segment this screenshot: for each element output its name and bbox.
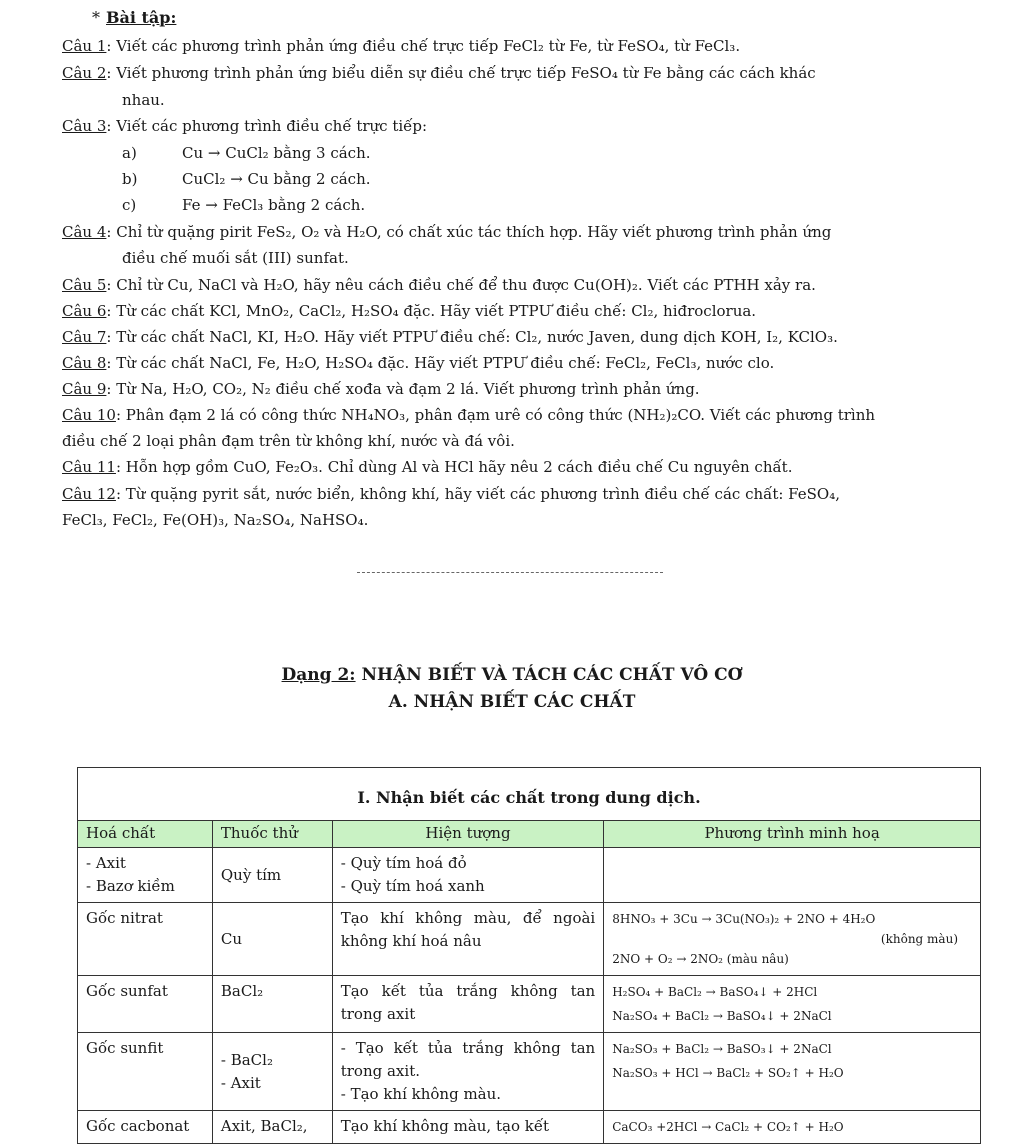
section-title: Dạng 2: NHẬN BIẾT VÀ TÁCH CÁC CHẤT VÔ CƠ [281,665,743,685]
section-subtitle: A. NHẬN BIẾT CÁC CHẤT [388,692,636,712]
cell-phenomenon: Tạo khí không màu, tạo kết [332,1111,603,1144]
question-3-item-c: c) Fe → FeCl₃ bằng 2 cách. [122,196,366,214]
table-row [78,903,981,976]
cell-reagent: Axit, BaCl₂, [212,1111,332,1144]
cell-equation: H₂SO₄ + BaCl₂ → BaSO₄↓ + 2HCl Na₂SO₄ + BaCl₂ → BaSO₄↓ + 2NaCl [604,976,981,1033]
question-7: Câu 7: Từ các chất NaCl, KI, H₂O. Hãy viết PTPƯ điều chế: Cl₂, nước Javen, dung dịch KOH, I₂, KClO₃. [62,328,838,346]
cell-equation: CaCO₃ +2HCl → CaCl₂ + CO₂↑ + H₂O [604,1111,981,1144]
cell-reagent: Quỳ tím [212,848,332,903]
table-row [78,1033,981,1111]
bullet-star: * [92,8,100,27]
question-2-cont: nhau. [122,91,165,109]
question-2: Câu 2: Viết phương trình phản ứng biểu diễn sự điều chế trực tiếp FeSO₄ từ Fe bằng các cách khác [62,64,816,82]
cell-phenomenon: Tạo kết tủa trắng không tan trong axit [332,976,603,1033]
exercise-heading: * Bài tập: [92,8,177,27]
question-9: Câu 9: Từ Na, H₂O, CO₂, N₂ điều chế xođa và đạm 2 lá. Viết phương trình phản ứng. [62,380,700,398]
question-6: Câu 6: Từ các chất KCl, MnO₂, CaCl₂, H₂SO₄ đặc. Hãy viết PTPƯ điều chế: Cl₂, hiđroclorua. [62,302,757,320]
cell-reagent: Cu [212,903,332,976]
cell-equation: 8HNO₃ + 3Cu → 3Cu(NO₃)₂ + 2NO + 4H₂O (không màu) 2NO + O₂ → 2NO₂ (màu nâu) [604,903,981,976]
header-chemical: Hoá chất [78,821,213,848]
question-10-cont: điều chế 2 loại phân đạm trên từ không khí, nước và đá vôi. [62,432,515,450]
question-4: Câu 4: Chỉ từ quặng pirit FeS₂, O₂ và H₂O, có chất xúc tác thích hợp. Hãy viết phương trình phản ứng [62,223,832,241]
cell-equation [604,848,981,903]
cell-reagent: BaCl₂ [212,976,332,1033]
question-3: Câu 3: Viết các phương trình điều chế trực tiếp: [62,117,428,135]
question-3-item-a: a) Cu → CuCl₂ bằng 3 cách. [122,144,371,162]
identification-table [77,767,981,1144]
question-4-cont: điều chế muối sắt (III) sunfat. [122,249,349,267]
table-title-row [78,768,981,821]
header-phenomenon: Hiện tượng [332,821,603,848]
table-row [78,1111,981,1144]
table-row [78,848,981,903]
question-12-cont: FeCl₃, FeCl₂, Fe(OH)₃, Na₂SO₄, NaHSO₄. [62,511,369,529]
question-8: Câu 8: Từ các chất NaCl, Fe, H₂O, H₂SO₄ đặc. Hãy viết PTPƯ điều chế: FeCl₂, FeCl₃, nước clo. [62,354,775,372]
cell-chemical: Gốc cacbonat [78,1111,213,1144]
cell-phenomenon: - Quỳ tím hoá đỏ - Quỳ tím hoá xanh [332,848,603,903]
table-row [78,976,981,1033]
header-equation: Phương trình minh hoạ [604,821,981,848]
cell-chemical: - Axit - Bazơ kiềm [78,848,213,903]
question-12: Câu 12: Từ quặng pyrit sắt, nước biển, không khí, hãy viết các phương trình điều chế các chất: FeSO₄, [62,485,840,503]
question-1: Câu 1: Viết các phương trình phản ứng điều chế trực tiếp FeCl₂ từ Fe, từ FeSO₄, từ FeCl₃. [62,37,741,55]
cell-chemical: Gốc sunfit [78,1033,213,1111]
table-header-row [78,821,981,848]
question-11: Câu 11: Hỗn hợp gồm CuO, Fe₂O₃. Chỉ dùng Al và HCl hãy nêu 2 cách điều chế Cu nguyên chất. [62,458,793,476]
cell-equation: Na₂SO₃ + BaCl₂ → BaSO₃↓ + 2NaCl Na₂SO₃ + HCl → BaCl₂ + SO₂↑ + H₂O [604,1033,981,1111]
table-title: I. Nhận biết các chất trong dung dịch. [78,768,981,821]
cell-reagent: - BaCl₂ - Axit [212,1033,332,1111]
cell-phenomenon: - Tạo kết tủa trắng không tan trong axit. - Tạo khí không màu. [332,1033,603,1111]
cell-chemical: Gốc nitrat [78,903,213,976]
cell-chemical: Gốc sunfat [78,976,213,1033]
question-3-item-b: b) CuCl₂ → Cu bằng 2 cách. [122,170,371,188]
cell-phenomenon: Tạo khí không màu, để ngoài không khí hoá nâu [332,903,603,976]
question-5: Câu 5: Chỉ từ Cu, NaCl và H₂O, hãy nêu cách điều chế để thu được Cu(OH)₂. Viết các PTHH xảy ra. [62,276,816,294]
header-reagent: Thuốc thử [212,821,332,848]
section-separator [357,572,663,573]
question-10: Câu 10: Phân đạm 2 lá có công thức NH₄NO₃, phân đạm urê có công thức (NH₂)₂CO. Viết các phương trình [62,406,876,424]
